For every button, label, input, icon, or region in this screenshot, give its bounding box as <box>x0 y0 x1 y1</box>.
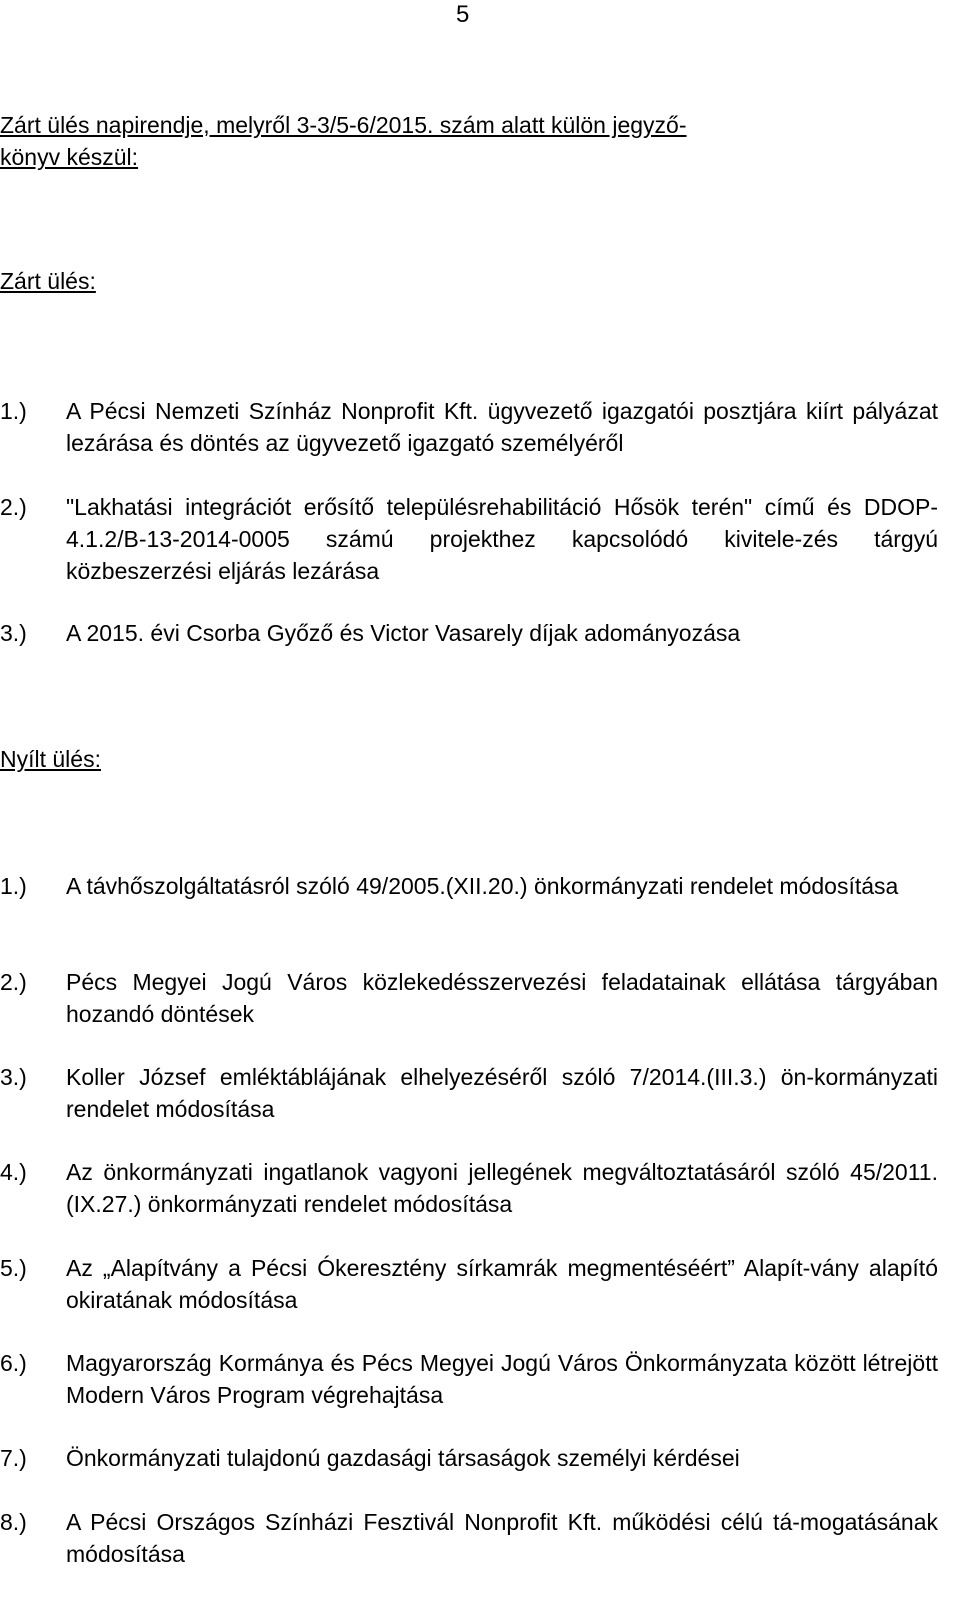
item-text: A távhőszolgáltatásról szóló 49/2005.(XII.20.) önkormányzati rendelet módosítása <box>66 873 899 899</box>
closed-session-intro-line1: Zárt ülés napirendje, melyről 3-3/5-6/2015. szám alatt külön jegyző- <box>0 112 687 138</box>
item-number: 3.) <box>0 620 27 646</box>
closed-agenda-item-2 <box>0 491 938 587</box>
item-text: Önkormányzati tulajdonú gazdasági társaságok személyi kérdései <box>66 1445 740 1471</box>
item-text: Az önkormányzati ingatlanok vagyoni jellegének megváltoztatásáról szóló 45/2011. (IX.27.) önkormányzati rendelet módosítása <box>66 1159 938 1217</box>
open-agenda-item-5 <box>0 1252 938 1316</box>
open-agenda-item-4 <box>0 1156 938 1220</box>
open-agenda-item-6 <box>0 1347 938 1411</box>
open-agenda-item-7 <box>0 1442 938 1474</box>
item-text: A Pécsi Országos Színházi Fesztivál Nonprofit Kft. működési célú tá-mogatásának módosítása <box>66 1509 938 1567</box>
item-text: Az „Alapítvány a Pécsi Ókeresztény sírkamrák megmentéséért” Alapít-vány alapító okiratának módosítása <box>66 1255 938 1313</box>
item-text: "Lakhatási integrációt erősítő településrehabilitáció Hősök terén" című és DDOP-4.1.2/B-13-2014-0005 számú projekthez kapcsolódó kivitele-zés tárgyú közbeszerzési eljárás lezárása <box>66 494 938 584</box>
open-agenda-item-1 <box>0 870 938 902</box>
closed-session-heading: Zárt ülés: <box>0 268 96 294</box>
item-text: A Pécsi Nemzeti Színház Nonprofit Kft. ügyvezető igazgatói posztjára kiírt pályázat lezárása és döntés az ügyvezető igazgató személyéről <box>66 398 938 456</box>
open-agenda-item-8 <box>0 1506 938 1570</box>
item-number: 1.) <box>0 398 27 424</box>
page-number: 5 <box>456 1 470 28</box>
item-number: 2.) <box>0 494 27 520</box>
item-number: 8.) <box>0 1509 27 1535</box>
item-number: 3.) <box>0 1064 27 1090</box>
open-agenda-item-3 <box>0 1061 938 1125</box>
item-number: 7.) <box>0 1445 27 1471</box>
closed-agenda-item-1 <box>0 395 938 459</box>
closed-session-intro <box>0 109 935 173</box>
open-session-heading: Nyílt ülés: <box>0 746 101 772</box>
item-text: A 2015. évi Csorba Győző és Victor Vasarely díjak adományozása <box>66 620 741 646</box>
item-text: Magyarország Kormánya és Pécs Megyei Jogú Város Önkormányzata között létrejött Modern Város Program végrehajtása <box>66 1350 938 1408</box>
item-number: 2.) <box>0 969 27 995</box>
item-number: 5.) <box>0 1255 27 1281</box>
open-agenda-item-2 <box>0 966 938 1030</box>
closed-agenda-item-3 <box>0 617 938 649</box>
item-number: 4.) <box>0 1159 27 1185</box>
item-number: 6.) <box>0 1350 27 1376</box>
item-text: Koller József emléktáblájának elhelyezéséről szóló 7/2014.(III.3.) ön-kormányzati rendelet módosítása <box>66 1064 938 1122</box>
closed-session-intro-line2: könyv készül: <box>0 144 139 170</box>
item-text: Pécs Megyei Jogú Város közlekedésszervezési feladatainak ellátása tárgyában hozandó döntések <box>66 969 938 1027</box>
item-number: 1.) <box>0 873 27 899</box>
